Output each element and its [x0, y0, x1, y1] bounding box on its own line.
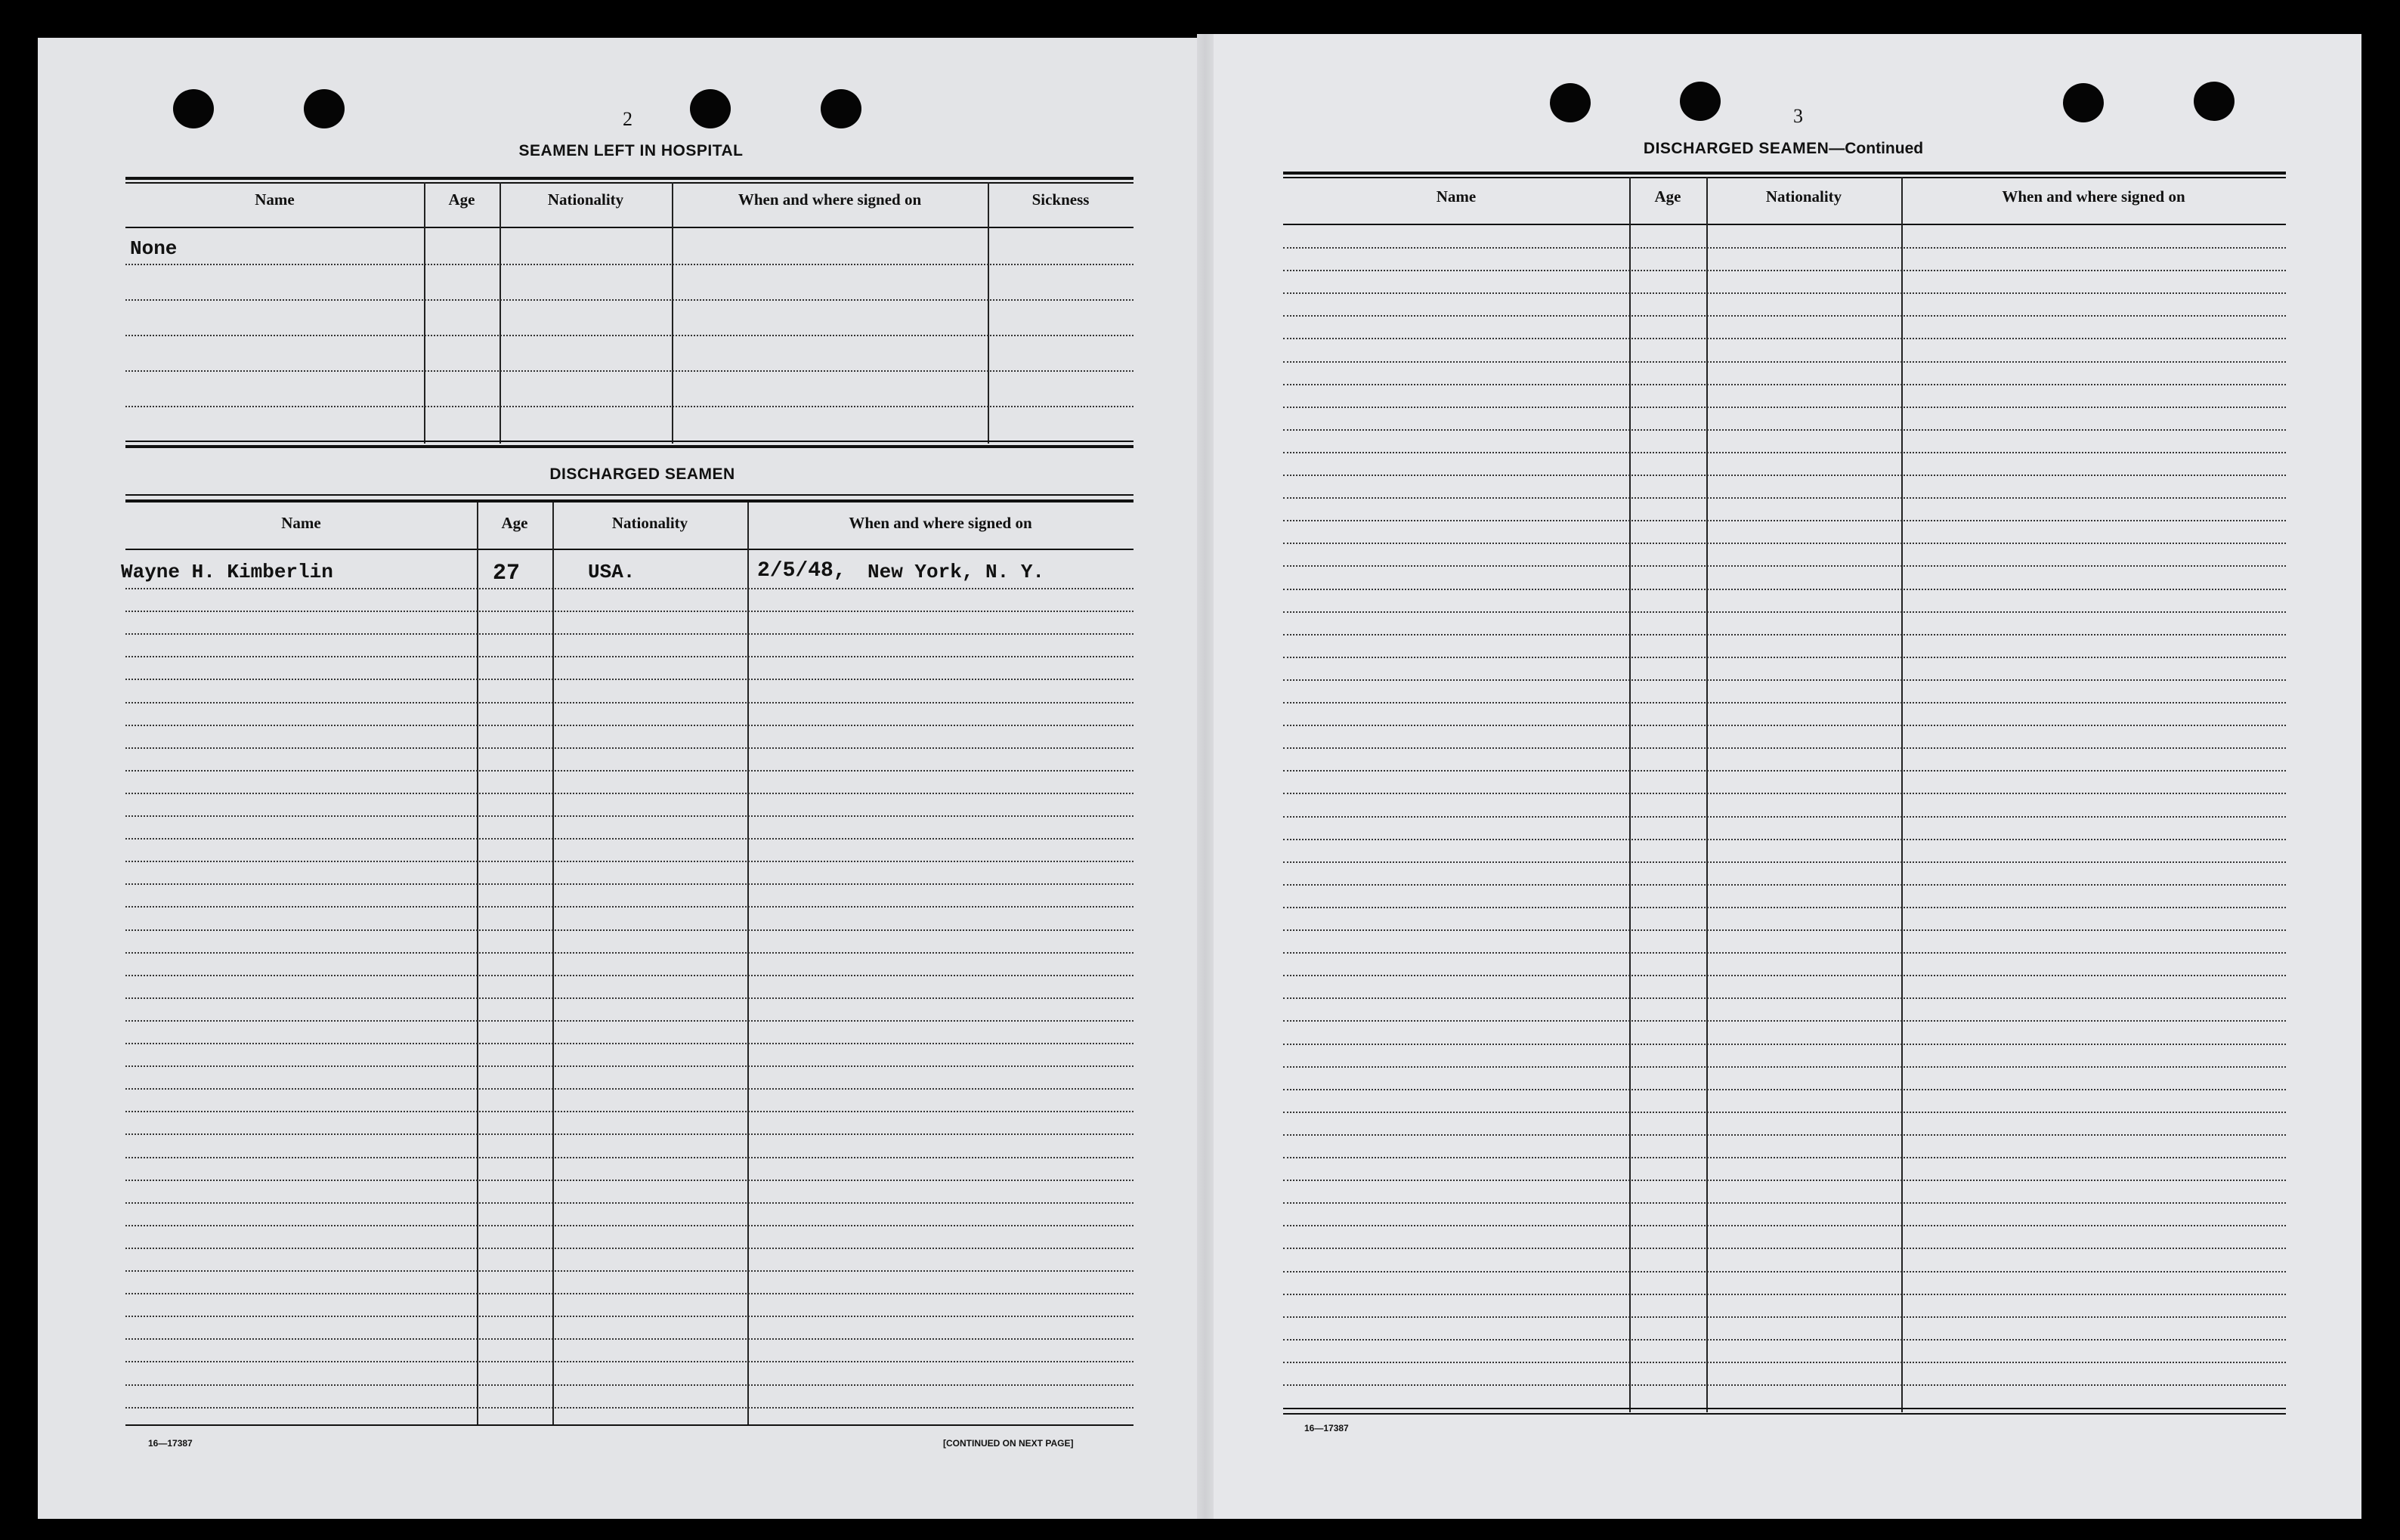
table-row — [125, 679, 1134, 680]
table-row — [125, 793, 1134, 794]
table-row — [125, 929, 1134, 931]
table-row — [1283, 975, 2286, 976]
table-row — [1283, 725, 2286, 726]
table-row — [1283, 1157, 2286, 1158]
table-row — [1283, 1271, 2286, 1273]
table-row — [125, 952, 1134, 954]
table-row — [125, 997, 1134, 999]
table-row — [125, 1111, 1134, 1112]
column-header-name: Name — [281, 514, 321, 532]
table-row — [1283, 1180, 2286, 1181]
table-row — [1283, 929, 2286, 931]
left-page — [38, 38, 1205, 1519]
continued-note: [CONTINUED ON NEXT PAGE] — [943, 1438, 1074, 1449]
table-row — [125, 1043, 1134, 1044]
signed-on-place: New York, N. Y. — [868, 561, 1045, 583]
table-row — [1283, 543, 2286, 544]
table-row — [125, 1384, 1134, 1386]
table-row — [1283, 292, 2286, 294]
table-row — [1283, 770, 2286, 772]
table-row — [1283, 1044, 2286, 1045]
table-row — [125, 1225, 1134, 1226]
table-top-rule — [125, 182, 1134, 184]
column-divider — [672, 182, 673, 444]
punch-hole — [2063, 83, 2104, 122]
table-row — [125, 1180, 1134, 1181]
section-title-text: DISCHARGED SEAMEN — [1643, 140, 1829, 157]
hospital-entry-name: None — [130, 237, 178, 260]
table-row — [125, 1157, 1134, 1158]
table-row — [1283, 1248, 2286, 1249]
table-row — [125, 838, 1134, 840]
table-row — [125, 975, 1134, 976]
right-page — [1205, 34, 2361, 1519]
table-row — [125, 1248, 1134, 1249]
column-header-name: Name — [255, 190, 295, 209]
column-divider — [552, 503, 554, 1426]
table-row — [1283, 1089, 2286, 1090]
table-top-rule — [1283, 177, 2286, 178]
table-row — [1283, 589, 2286, 590]
column-header-signed-on: When and where signed on — [738, 190, 922, 209]
table-row — [1283, 907, 2286, 908]
table-row — [1283, 1134, 2286, 1136]
column-header-sickness: Sickness — [1031, 190, 1090, 209]
table-row — [1283, 679, 2286, 681]
table-row — [1283, 497, 2286, 499]
column-divider — [424, 182, 425, 444]
table-row — [1283, 338, 2286, 339]
table-row — [1283, 839, 2286, 840]
table-row — [125, 406, 1134, 407]
discharged-section-title: DISCHARGED SEAMEN — [549, 465, 735, 483]
column-header-age: Age — [448, 190, 475, 209]
table-row — [1283, 384, 2286, 385]
table-row — [1283, 565, 2286, 567]
table-row — [1283, 361, 2286, 363]
column-header-signed-on: When and where signed on — [849, 514, 1032, 532]
column-header-age: Age — [501, 514, 528, 532]
table-row — [1283, 475, 2286, 476]
table-row — [125, 725, 1134, 726]
table-row — [1283, 657, 2286, 658]
table-row — [125, 747, 1134, 749]
table-row — [125, 633, 1134, 635]
table-row — [1283, 884, 2286, 886]
table-row — [1283, 247, 2286, 249]
header-rule — [125, 227, 1134, 228]
table-row — [1283, 952, 2286, 954]
section-title-suffix: —Continued — [1829, 140, 1924, 157]
table-row — [1283, 429, 2286, 431]
table-row — [125, 299, 1134, 301]
form-number: 16—17387 — [148, 1438, 193, 1449]
discharged-continued-title — [1549, 140, 2018, 158]
seaman-age: 27 — [493, 561, 521, 586]
table-row — [125, 1133, 1134, 1135]
table-row — [1283, 1362, 2286, 1363]
table-top-rule — [125, 494, 1134, 496]
column-header-nationality: Nationality — [547, 190, 624, 209]
header-rule — [1283, 224, 2286, 225]
punch-hole — [2194, 82, 2235, 121]
table-row — [125, 1270, 1134, 1272]
table-row — [1283, 793, 2286, 794]
table-row — [1283, 611, 2286, 613]
punch-hole — [173, 89, 214, 128]
table-bottom-rule — [125, 1424, 1134, 1426]
table-row — [125, 611, 1134, 612]
table-row — [125, 906, 1134, 908]
table-row — [1283, 520, 2286, 521]
column-header-nationality: Nationality — [611, 514, 688, 532]
header-rule — [125, 549, 1134, 550]
page-number: 2 — [623, 108, 632, 130]
table-row — [1283, 634, 2286, 635]
table-row — [125, 335, 1134, 336]
table-row — [1283, 1202, 2286, 1204]
table-row — [1283, 1316, 2286, 1318]
table-row — [125, 264, 1134, 265]
page-gutter — [1197, 34, 1214, 1519]
seaman-nationality: USA. — [588, 561, 636, 583]
table-row — [1283, 315, 2286, 317]
table-row — [1283, 1339, 2286, 1341]
table-bottom-rule — [125, 441, 1134, 442]
table-top-rule — [125, 177, 1134, 180]
table-row — [125, 883, 1134, 885]
table-row — [125, 588, 1134, 589]
table-row — [125, 770, 1134, 772]
table-row — [125, 656, 1134, 657]
column-divider — [988, 182, 989, 444]
column-header-name: Name — [1436, 187, 1477, 206]
table-row — [125, 1088, 1134, 1090]
table-row — [1283, 1225, 2286, 1226]
table-row — [125, 815, 1134, 817]
column-divider — [499, 182, 501, 444]
table-row — [125, 1361, 1134, 1362]
table-row — [1283, 1294, 2286, 1295]
column-divider — [747, 503, 749, 1426]
table-bottom-rule — [1283, 1408, 2286, 1409]
table-bottom-rule — [125, 445, 1134, 448]
column-header-nationality: Nationality — [1765, 187, 1842, 206]
table-row — [1283, 997, 2286, 999]
punch-hole — [690, 89, 731, 128]
punch-hole — [1680, 82, 1721, 121]
table-row — [1283, 452, 2286, 453]
punch-hole — [1550, 83, 1591, 122]
seaman-name: Wayne H. Kimberlin — [121, 561, 333, 583]
table-bottom-rule — [1283, 1413, 2286, 1415]
table-row — [1283, 747, 2286, 749]
punch-hole — [821, 89, 861, 128]
table-row — [1283, 407, 2286, 408]
table-row — [125, 861, 1134, 862]
table-row — [1283, 270, 2286, 271]
table-row — [1283, 1112, 2286, 1113]
table-row — [125, 1316, 1134, 1317]
column-divider — [477, 503, 478, 1426]
table-row — [1283, 861, 2286, 863]
table-row — [125, 1293, 1134, 1294]
hospital-section-title: SEAMEN LEFT IN HOSPITAL — [518, 142, 744, 159]
table-row — [1283, 702, 2286, 704]
table-row — [1283, 816, 2286, 818]
page-number: 3 — [1793, 105, 1803, 127]
signed-on-date: 2/5/48, — [757, 559, 846, 583]
column-header-age: Age — [1654, 187, 1681, 206]
table-row — [125, 1020, 1134, 1022]
table-row — [125, 702, 1134, 704]
table-row — [125, 1407, 1134, 1409]
table-row — [125, 370, 1134, 372]
table-row — [1283, 1020, 2286, 1022]
table-row — [1283, 1384, 2286, 1386]
table-row — [125, 1065, 1134, 1067]
column-header-signed-on: When and where signed on — [2002, 187, 2185, 206]
table-top-rule — [125, 499, 1134, 503]
form-number: 16—17387 — [1304, 1423, 1349, 1433]
table-row — [125, 1338, 1134, 1340]
punch-hole — [304, 89, 345, 128]
table-row — [1283, 1066, 2286, 1068]
table-row — [125, 1202, 1134, 1204]
table-top-rule — [1283, 172, 2286, 175]
